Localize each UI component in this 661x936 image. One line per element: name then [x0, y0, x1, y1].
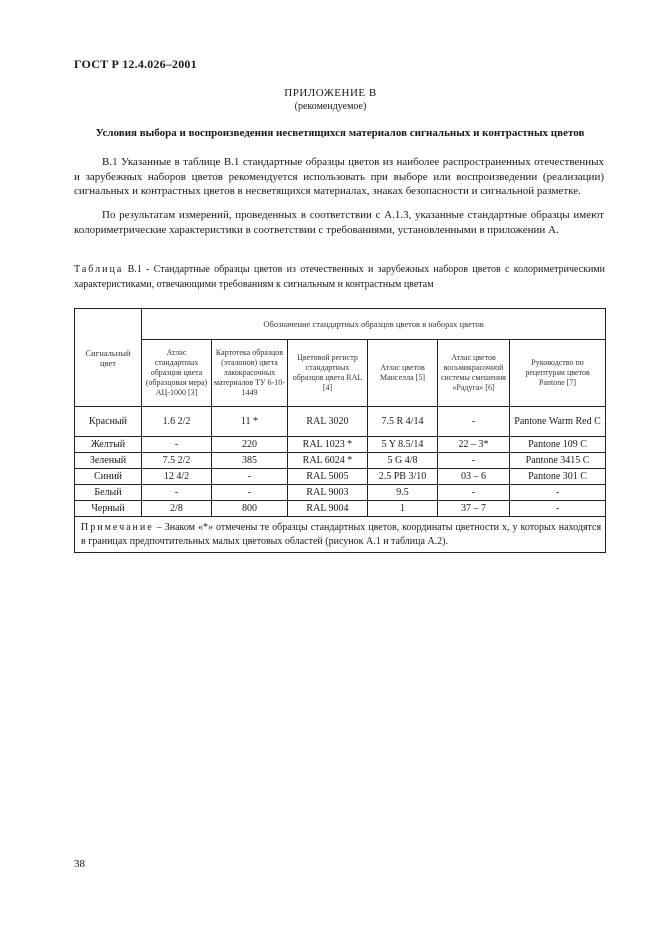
table-cell: RAL 3020	[288, 407, 368, 437]
appendix-status: (рекомендуемое)	[294, 101, 367, 112]
column-header: Руководство по рецептурам цветов Pantone [7]	[510, 340, 606, 407]
table-cell: RAL 6024 *	[288, 453, 368, 469]
color-standards-table	[74, 308, 606, 553]
table-cell: 7.5 R 4/14	[368, 407, 438, 437]
table-cell: -	[438, 453, 510, 469]
paragraph-b1	[74, 155, 604, 199]
table-cell: 9.5	[368, 485, 438, 501]
table-cell: 2/8	[142, 501, 212, 517]
row-color-name: Зеленый	[75, 453, 142, 469]
table-row	[75, 501, 606, 517]
table-cell: -	[142, 485, 212, 501]
table-cell: 12 4/2	[142, 469, 212, 485]
table-row	[75, 485, 606, 501]
table-cell: 37 – 7	[438, 501, 510, 517]
row-color-name: Черный	[75, 501, 142, 517]
table-row	[75, 453, 606, 469]
row-color-name: Красный	[75, 407, 142, 437]
table-cell: RAL 5005	[288, 469, 368, 485]
table-cell: 1.6 2/2	[142, 407, 212, 437]
table-cell: 7.5 2/2	[142, 453, 212, 469]
table-cell: Pantone Warm Red C	[510, 407, 606, 437]
note-label: Примечание	[81, 522, 154, 533]
table-cell: -	[438, 485, 510, 501]
table-cell: 5 Y 8.5/14	[368, 437, 438, 453]
table-row	[75, 407, 606, 437]
group-header: Обозначение стандартных образцов цветов в наборах цветов	[142, 309, 606, 340]
table-cell: 5 G 4/8	[368, 453, 438, 469]
table-cell: -	[438, 407, 510, 437]
appendix-title: ПРИЛОЖЕНИЕ В	[284, 87, 377, 99]
paragraph-text: По результатам измерений, проведенных в соответствии с А.1.3, указанные стандартные образцы имеют колориметрические характеристики в соответствии с требованиями, установленными в приложении А.	[74, 209, 604, 236]
table-cell: RAL 9004	[288, 501, 368, 517]
table-cell: -	[142, 437, 212, 453]
table-note-row	[75, 517, 606, 553]
standard-designation: ГОСТ Р 12.4.026–2001	[74, 57, 197, 71]
table-cell: 1	[368, 501, 438, 517]
table-cell: 800	[212, 501, 288, 517]
table-cell: -	[510, 485, 606, 501]
table-cell: Pantone 3415 C	[510, 453, 606, 469]
row-color-name: Синий	[75, 469, 142, 485]
paragraph-text: В.1 Указанные в таблице В.1 стандартные образцы цветов из наиболее распространенных отечественных и зарубежных наборов цветов рекомендуется использовать при выборе или воспроизведении (реализации) сигнальных и контрастных цветов в несветящихся материалах, знаках безопасности и сигнальной разметке.	[74, 156, 604, 197]
table-cell: 22 – 3*	[438, 437, 510, 453]
table-cell: -	[212, 469, 288, 485]
note-text: – Знаком «*» отмечены те образцы стандартных цветов, координаты цветности x, y которых находятся в границах предпочтительных малых цветовых областей (рисунок А.1 и таблица А.2).	[81, 522, 602, 547]
column-header: Атлас цветов восьмикрасочной системы смешения «Радуга» [6]	[438, 340, 510, 407]
row-color-name: Желтый	[75, 437, 142, 453]
table-cell: 03 – 6	[438, 469, 510, 485]
table-cell: 385	[212, 453, 288, 469]
table-cell: RAL 9003	[288, 485, 368, 501]
section-heading: Условия выбора и воспроизведения несветящихся материалов сигнальных и контрастных цветов	[95, 127, 585, 139]
table-note	[75, 517, 606, 553]
paragraph-measurements	[74, 208, 604, 237]
page-number: 38	[74, 858, 85, 870]
table-cell: RAL 1023 *	[288, 437, 368, 453]
signal-color-header: Сигнальный цвет	[75, 309, 142, 407]
column-header: Атлас стандартных образцов цвета (образцовая мера) АЦ-1000 [3]	[142, 340, 212, 407]
table-cell: -	[212, 485, 288, 501]
table-cell: Pantone 301 C	[510, 469, 606, 485]
column-header: Атлас цветов Манселла [5]	[368, 340, 438, 407]
table-row	[75, 469, 606, 485]
table-cell: Pantone 109 C	[510, 437, 606, 453]
table-caption-label: Таблица	[74, 264, 124, 275]
table-caption	[74, 262, 605, 292]
column-header: Цветовой регистр стандартных образцов цвета RAL [4]	[288, 340, 368, 407]
column-header: Картотека образцов (эталонов) цвета лакокрасочных материалов ТУ 6-10-1449	[212, 340, 288, 407]
table-caption-text: В.1 - Стандартные образцы цветов из отечественных и зарубежных наборов цветов с колориметрическими характеристиками, отвечающими требованиям к сигнальным и контрастным цветам	[74, 264, 605, 290]
row-color-name: Белый	[75, 485, 142, 501]
table-cell: 2.5 PB 3/10	[368, 469, 438, 485]
table-row	[75, 437, 606, 453]
table-cell: 11 *	[212, 407, 288, 437]
table-cell: -	[510, 501, 606, 517]
table-cell: 220	[212, 437, 288, 453]
